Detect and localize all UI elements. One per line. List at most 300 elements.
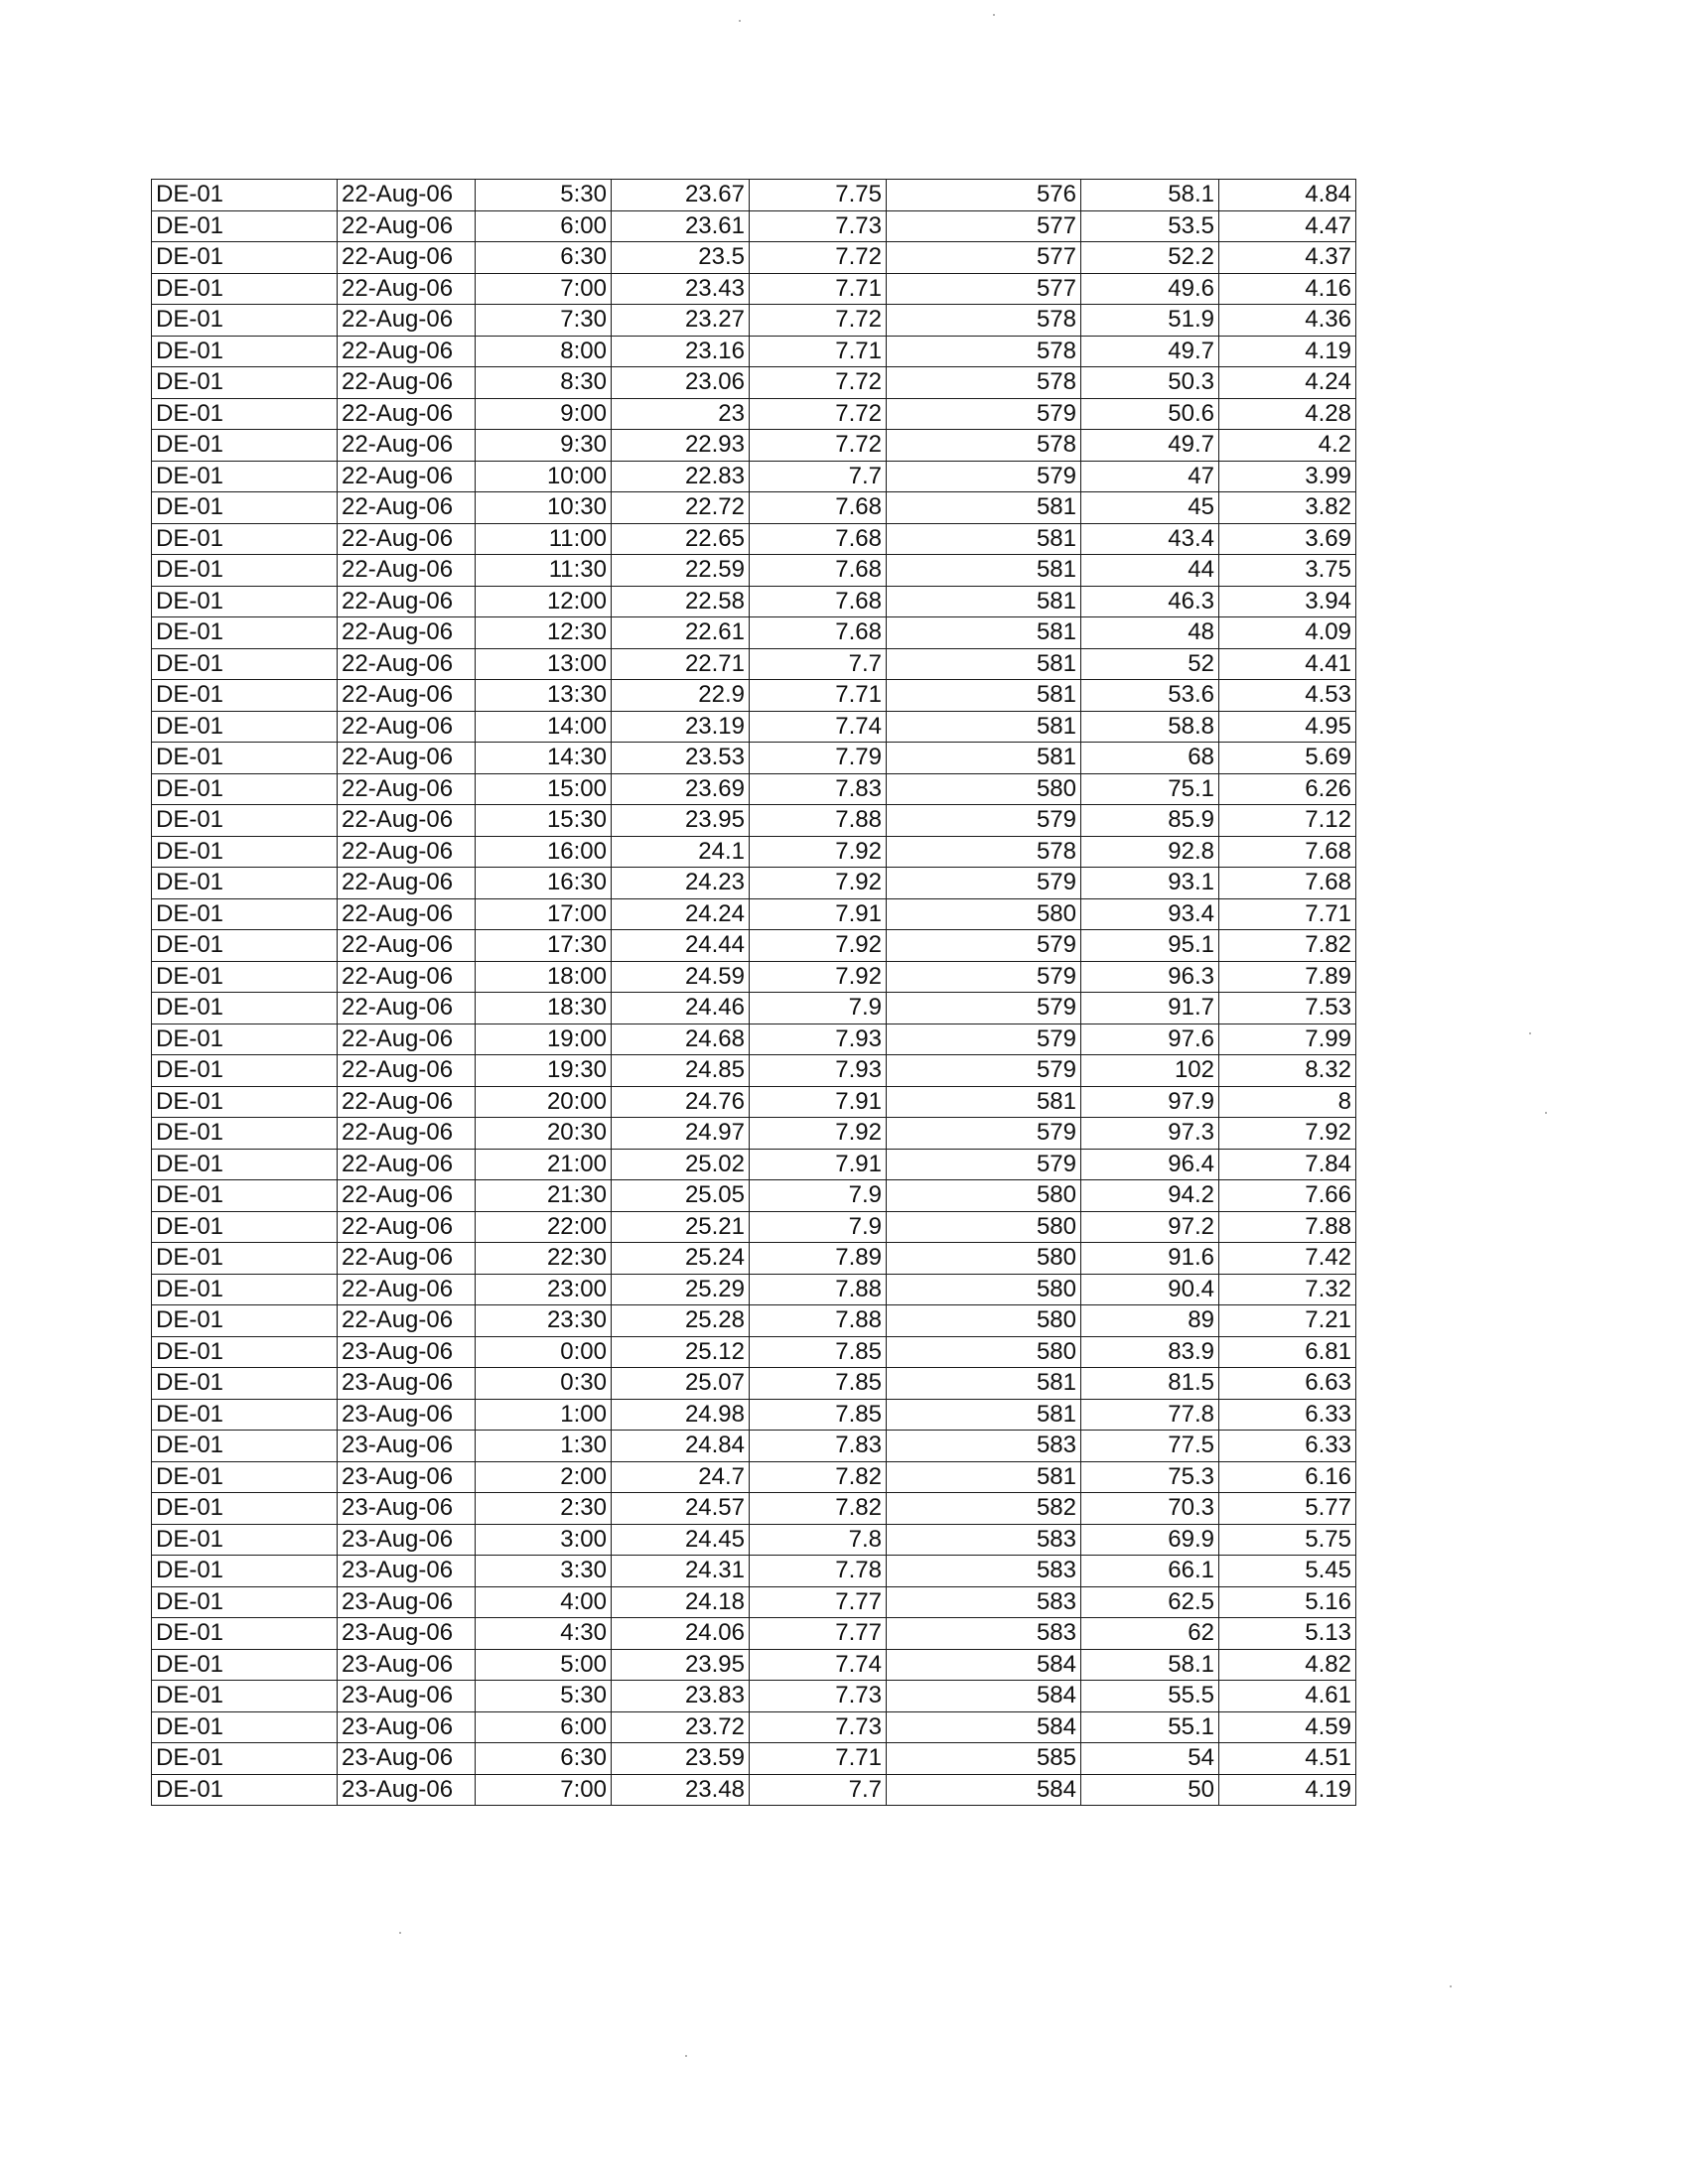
table-cell: 48 bbox=[1081, 617, 1219, 649]
table-cell: 585 bbox=[887, 1743, 1081, 1775]
table-cell: DE-01 bbox=[152, 1180, 338, 1212]
table-cell: 97.2 bbox=[1081, 1211, 1219, 1243]
table-cell: 579 bbox=[887, 1118, 1081, 1150]
table-cell: 7.91 bbox=[750, 1149, 887, 1180]
table-cell: 23-Aug-06 bbox=[338, 1618, 476, 1650]
table-cell: 4.53 bbox=[1219, 680, 1356, 712]
scan-speck bbox=[739, 20, 741, 22]
table-cell: 7.85 bbox=[750, 1399, 887, 1431]
table-cell: 15:00 bbox=[476, 773, 612, 805]
table-cell: 77.8 bbox=[1081, 1399, 1219, 1431]
table-cell: 22-Aug-06 bbox=[338, 336, 476, 367]
table-cell: DE-01 bbox=[152, 898, 338, 930]
table-cell: DE-01 bbox=[152, 1743, 338, 1775]
table-cell: 22-Aug-06 bbox=[338, 1055, 476, 1087]
table-cell: 4.19 bbox=[1219, 1774, 1356, 1806]
table-cell: 583 bbox=[887, 1618, 1081, 1650]
table-cell: 4.51 bbox=[1219, 1743, 1356, 1775]
table-cell: 6:30 bbox=[476, 1743, 612, 1775]
table-row bbox=[152, 305, 1356, 337]
scan-speck bbox=[1545, 1112, 1547, 1114]
table-cell: 24.23 bbox=[612, 868, 750, 899]
table-cell: 7.71 bbox=[750, 273, 887, 305]
table-cell: 580 bbox=[887, 773, 1081, 805]
table-cell: 7.92 bbox=[750, 836, 887, 868]
table-row bbox=[152, 1399, 1356, 1431]
table-cell: 46.3 bbox=[1081, 586, 1219, 617]
table-cell: 22.93 bbox=[612, 430, 750, 462]
table-row bbox=[152, 1461, 1356, 1493]
table-cell: 580 bbox=[887, 1243, 1081, 1275]
table-row bbox=[152, 1681, 1356, 1712]
table-cell: 18:00 bbox=[476, 961, 612, 993]
table-cell: 7.82 bbox=[750, 1493, 887, 1525]
table-cell: 581 bbox=[887, 586, 1081, 617]
table-cell: 23.27 bbox=[612, 305, 750, 337]
table-cell: 7.73 bbox=[750, 1711, 887, 1743]
table-cell: DE-01 bbox=[152, 1586, 338, 1618]
table-cell: 577 bbox=[887, 242, 1081, 274]
scan-speck bbox=[993, 14, 995, 16]
table-cell: 22.83 bbox=[612, 461, 750, 492]
table-cell: 69.9 bbox=[1081, 1524, 1219, 1556]
table-cell: 24.18 bbox=[612, 1586, 750, 1618]
table-cell: 7.89 bbox=[1219, 961, 1356, 993]
table-cell: DE-01 bbox=[152, 1493, 338, 1525]
table-cell: 6:00 bbox=[476, 210, 612, 242]
table-cell: 22-Aug-06 bbox=[338, 367, 476, 399]
table-cell: 0:00 bbox=[476, 1336, 612, 1368]
table-cell: 10:00 bbox=[476, 461, 612, 492]
table-cell: 22-Aug-06 bbox=[338, 1305, 476, 1337]
table-cell: 24.76 bbox=[612, 1086, 750, 1118]
table-cell: 68 bbox=[1081, 743, 1219, 774]
table-cell: 4.47 bbox=[1219, 210, 1356, 242]
table-cell: DE-01 bbox=[152, 648, 338, 680]
table-cell: 50.6 bbox=[1081, 398, 1219, 430]
table-cell: 7.93 bbox=[750, 1024, 887, 1055]
table-cell: 4.82 bbox=[1219, 1649, 1356, 1681]
table-cell: 52 bbox=[1081, 648, 1219, 680]
table-cell: 8 bbox=[1219, 1086, 1356, 1118]
table-cell: 23:00 bbox=[476, 1274, 612, 1305]
table-cell: 15:30 bbox=[476, 805, 612, 837]
table-cell: 7.85 bbox=[750, 1368, 887, 1400]
table-cell: 24.68 bbox=[612, 1024, 750, 1055]
table-cell: 579 bbox=[887, 805, 1081, 837]
table-cell: DE-01 bbox=[152, 1055, 338, 1087]
table-cell: 581 bbox=[887, 648, 1081, 680]
table-cell: 7.99 bbox=[1219, 1024, 1356, 1055]
table-row bbox=[152, 1086, 1356, 1118]
table-cell: 581 bbox=[887, 555, 1081, 587]
table-cell: 22-Aug-06 bbox=[338, 180, 476, 211]
table-cell: 81.5 bbox=[1081, 1368, 1219, 1400]
table-cell: 7.53 bbox=[1219, 993, 1356, 1024]
table-cell: DE-01 bbox=[152, 242, 338, 274]
table-cell: 22-Aug-06 bbox=[338, 523, 476, 555]
table-cell: 12:00 bbox=[476, 586, 612, 617]
table-cell: 579 bbox=[887, 461, 1081, 492]
table-cell: 7.88 bbox=[1219, 1211, 1356, 1243]
table-cell: 22-Aug-06 bbox=[338, 305, 476, 337]
table-cell: 7.42 bbox=[1219, 1243, 1356, 1275]
table-cell: 91.6 bbox=[1081, 1243, 1219, 1275]
table-cell: 21:00 bbox=[476, 1149, 612, 1180]
table-cell: 24.46 bbox=[612, 993, 750, 1024]
table-cell: 23.5 bbox=[612, 242, 750, 274]
table-cell: DE-01 bbox=[152, 430, 338, 462]
table-cell: DE-01 bbox=[152, 1211, 338, 1243]
table-cell: 3.82 bbox=[1219, 492, 1356, 524]
table-cell: 3:30 bbox=[476, 1556, 612, 1587]
table-cell: 24.1 bbox=[612, 836, 750, 868]
table-cell: 7.68 bbox=[750, 555, 887, 587]
table-cell: 7:00 bbox=[476, 1774, 612, 1806]
table-cell: DE-01 bbox=[152, 555, 338, 587]
table-cell: 7.85 bbox=[750, 1336, 887, 1368]
table-cell: 578 bbox=[887, 367, 1081, 399]
table-cell: 22.59 bbox=[612, 555, 750, 587]
table-cell: 47 bbox=[1081, 461, 1219, 492]
table-cell: DE-01 bbox=[152, 586, 338, 617]
table-cell: 578 bbox=[887, 305, 1081, 337]
table-cell: 24.98 bbox=[612, 1399, 750, 1431]
table-cell: 22-Aug-06 bbox=[338, 1024, 476, 1055]
table-cell: 4.61 bbox=[1219, 1681, 1356, 1712]
table-cell: 7.68 bbox=[1219, 868, 1356, 899]
table-cell: 24.31 bbox=[612, 1556, 750, 1587]
table-cell: 25.02 bbox=[612, 1149, 750, 1180]
table-cell: 4.59 bbox=[1219, 1711, 1356, 1743]
table-cell: 95.1 bbox=[1081, 930, 1219, 962]
table-cell: 22-Aug-06 bbox=[338, 836, 476, 868]
table-cell: DE-01 bbox=[152, 711, 338, 743]
table-row bbox=[152, 1649, 1356, 1681]
table-cell: 49.6 bbox=[1081, 273, 1219, 305]
table-cell: 1:00 bbox=[476, 1399, 612, 1431]
table-row bbox=[152, 1055, 1356, 1087]
table-cell: 581 bbox=[887, 492, 1081, 524]
table-row bbox=[152, 1274, 1356, 1305]
table-cell: 7.74 bbox=[750, 711, 887, 743]
table-cell: DE-01 bbox=[152, 1086, 338, 1118]
table-cell: 23-Aug-06 bbox=[338, 1774, 476, 1806]
table-cell: 581 bbox=[887, 617, 1081, 649]
table-cell: 22-Aug-06 bbox=[338, 492, 476, 524]
table-row bbox=[152, 743, 1356, 774]
table-cell: 580 bbox=[887, 1274, 1081, 1305]
table-row bbox=[152, 1743, 1356, 1775]
table-cell: 22-Aug-06 bbox=[338, 961, 476, 993]
table-cell: 583 bbox=[887, 1431, 1081, 1462]
table-cell: DE-01 bbox=[152, 961, 338, 993]
table-cell: 7.21 bbox=[1219, 1305, 1356, 1337]
table-cell: 23:30 bbox=[476, 1305, 612, 1337]
table-cell: 96.3 bbox=[1081, 961, 1219, 993]
table-cell: 9:00 bbox=[476, 398, 612, 430]
table-cell: 23-Aug-06 bbox=[338, 1524, 476, 1556]
table-cell: 1:30 bbox=[476, 1431, 612, 1462]
table-row bbox=[152, 1024, 1356, 1055]
table-cell: 4.84 bbox=[1219, 180, 1356, 211]
table-cell: 22-Aug-06 bbox=[338, 930, 476, 962]
table-cell: 22:00 bbox=[476, 1211, 612, 1243]
table-cell: 22.71 bbox=[612, 648, 750, 680]
table-cell: 4.2 bbox=[1219, 430, 1356, 462]
table-cell: 7.92 bbox=[750, 930, 887, 962]
table-cell: DE-01 bbox=[152, 1461, 338, 1493]
table-row bbox=[152, 1180, 1356, 1212]
table-cell: DE-01 bbox=[152, 1399, 338, 1431]
table-cell: 7.77 bbox=[750, 1618, 887, 1650]
table-cell: 96.4 bbox=[1081, 1149, 1219, 1180]
table-cell: 25.05 bbox=[612, 1180, 750, 1212]
table-cell: 583 bbox=[887, 1556, 1081, 1587]
table-cell: 24.85 bbox=[612, 1055, 750, 1087]
table-cell: 7.68 bbox=[750, 492, 887, 524]
table-cell: DE-01 bbox=[152, 1524, 338, 1556]
table-cell: 580 bbox=[887, 1305, 1081, 1337]
table-cell: DE-01 bbox=[152, 868, 338, 899]
table-cell: 22-Aug-06 bbox=[338, 1086, 476, 1118]
table-cell: 8.32 bbox=[1219, 1055, 1356, 1087]
table-cell: 22-Aug-06 bbox=[338, 586, 476, 617]
table-row bbox=[152, 1774, 1356, 1806]
table-cell: 45 bbox=[1081, 492, 1219, 524]
table-cell: 7.32 bbox=[1219, 1274, 1356, 1305]
table-row bbox=[152, 1586, 1356, 1618]
table-cell: 581 bbox=[887, 1461, 1081, 1493]
table-cell: 7.9 bbox=[750, 993, 887, 1024]
table-cell: 582 bbox=[887, 1493, 1081, 1525]
table-cell: 577 bbox=[887, 273, 1081, 305]
table-cell: 24.24 bbox=[612, 898, 750, 930]
table-cell: 578 bbox=[887, 336, 1081, 367]
table-cell: 581 bbox=[887, 711, 1081, 743]
table-row bbox=[152, 711, 1356, 743]
table-cell: 53.5 bbox=[1081, 210, 1219, 242]
table-cell: 5.77 bbox=[1219, 1493, 1356, 1525]
table-cell: 23.59 bbox=[612, 1743, 750, 1775]
table-cell: 22-Aug-06 bbox=[338, 617, 476, 649]
table-cell: 22-Aug-06 bbox=[338, 648, 476, 680]
table-cell: 58.1 bbox=[1081, 1649, 1219, 1681]
table-cell: 18:30 bbox=[476, 993, 612, 1024]
table-cell: DE-01 bbox=[152, 1618, 338, 1650]
table-cell: 6.81 bbox=[1219, 1336, 1356, 1368]
table-cell: 24.57 bbox=[612, 1493, 750, 1525]
table-cell: DE-01 bbox=[152, 210, 338, 242]
table-cell: DE-01 bbox=[152, 461, 338, 492]
table-cell: 24.7 bbox=[612, 1461, 750, 1493]
table-cell: DE-01 bbox=[152, 930, 338, 962]
table-cell: 7.88 bbox=[750, 805, 887, 837]
table-cell: 55.1 bbox=[1081, 1711, 1219, 1743]
table-cell: 22-Aug-06 bbox=[338, 242, 476, 274]
table-cell: 7.88 bbox=[750, 1305, 887, 1337]
table-cell: 5.45 bbox=[1219, 1556, 1356, 1587]
table-cell: 7:00 bbox=[476, 273, 612, 305]
table-cell: 7.72 bbox=[750, 367, 887, 399]
table-cell: 6:00 bbox=[476, 1711, 612, 1743]
table-cell: 576 bbox=[887, 180, 1081, 211]
table-cell: 20:00 bbox=[476, 1086, 612, 1118]
table-cell: 2:00 bbox=[476, 1461, 612, 1493]
table-cell: 584 bbox=[887, 1774, 1081, 1806]
table-cell: 22-Aug-06 bbox=[338, 273, 476, 305]
table-cell: DE-01 bbox=[152, 492, 338, 524]
table-cell: 7.72 bbox=[750, 305, 887, 337]
table-cell: 19:30 bbox=[476, 1055, 612, 1087]
table-cell: 3.99 bbox=[1219, 461, 1356, 492]
table-cell: DE-01 bbox=[152, 805, 338, 837]
table-cell: 22:30 bbox=[476, 1243, 612, 1275]
scan-speck bbox=[1450, 1985, 1452, 1987]
table-cell: 7.72 bbox=[750, 242, 887, 274]
table-cell: 49.7 bbox=[1081, 336, 1219, 367]
table-cell: 83.9 bbox=[1081, 1336, 1219, 1368]
table-row bbox=[152, 242, 1356, 274]
table-cell: DE-01 bbox=[152, 1556, 338, 1587]
table-cell: 4:00 bbox=[476, 1586, 612, 1618]
table-cell: 62 bbox=[1081, 1618, 1219, 1650]
table-cell: 54 bbox=[1081, 1743, 1219, 1775]
table-cell: 7.89 bbox=[750, 1243, 887, 1275]
table-cell: 7.7 bbox=[750, 1774, 887, 1806]
table-cell: 23 bbox=[612, 398, 750, 430]
table-cell: 11:00 bbox=[476, 523, 612, 555]
table-row bbox=[152, 461, 1356, 492]
table-cell: 22-Aug-06 bbox=[338, 711, 476, 743]
table-cell: 23.53 bbox=[612, 743, 750, 774]
table-cell: 23.72 bbox=[612, 1711, 750, 1743]
table-cell: 7.68 bbox=[750, 586, 887, 617]
table-cell: 55.5 bbox=[1081, 1681, 1219, 1712]
table-cell: 7.71 bbox=[1219, 898, 1356, 930]
table-cell: 7.71 bbox=[750, 680, 887, 712]
table-cell: 25.12 bbox=[612, 1336, 750, 1368]
table-cell: DE-01 bbox=[152, 743, 338, 774]
table-cell: DE-01 bbox=[152, 1024, 338, 1055]
table-cell: DE-01 bbox=[152, 1336, 338, 1368]
table-cell: 93.1 bbox=[1081, 868, 1219, 899]
table-cell: DE-01 bbox=[152, 1774, 338, 1806]
table-cell: DE-01 bbox=[152, 1649, 338, 1681]
table-cell: 23-Aug-06 bbox=[338, 1743, 476, 1775]
table-row bbox=[152, 1431, 1356, 1462]
table-cell: 10:30 bbox=[476, 492, 612, 524]
table-cell: 22-Aug-06 bbox=[338, 555, 476, 587]
table-cell: DE-01 bbox=[152, 617, 338, 649]
table-cell: 24.44 bbox=[612, 930, 750, 962]
table-cell: 579 bbox=[887, 868, 1081, 899]
table-row bbox=[152, 1336, 1356, 1368]
table-cell: 24.97 bbox=[612, 1118, 750, 1150]
table-cell: 7:30 bbox=[476, 305, 612, 337]
table-cell: 22-Aug-06 bbox=[338, 1180, 476, 1212]
table-cell: DE-01 bbox=[152, 1431, 338, 1462]
table-row bbox=[152, 993, 1356, 1024]
table-cell: 16:30 bbox=[476, 868, 612, 899]
table-cell: 53.6 bbox=[1081, 680, 1219, 712]
table-cell: 581 bbox=[887, 1399, 1081, 1431]
table-cell: 23-Aug-06 bbox=[338, 1431, 476, 1462]
table-cell: 4.28 bbox=[1219, 398, 1356, 430]
table-cell: 7.8 bbox=[750, 1524, 887, 1556]
table-cell: DE-01 bbox=[152, 336, 338, 367]
table-cell: 14:00 bbox=[476, 711, 612, 743]
table-cell: 7.72 bbox=[750, 398, 887, 430]
table-cell: 22-Aug-06 bbox=[338, 1149, 476, 1180]
table-cell: 51.9 bbox=[1081, 305, 1219, 337]
table-cell: 7.9 bbox=[750, 1180, 887, 1212]
table-cell: 4.24 bbox=[1219, 367, 1356, 399]
table-cell: 25.07 bbox=[612, 1368, 750, 1400]
table-cell: 23.61 bbox=[612, 210, 750, 242]
table-row bbox=[152, 523, 1356, 555]
table-cell: 23.95 bbox=[612, 1649, 750, 1681]
table-cell: 22-Aug-06 bbox=[338, 430, 476, 462]
table-cell: 7.7 bbox=[750, 461, 887, 492]
table-cell: 22-Aug-06 bbox=[338, 398, 476, 430]
table-cell: 24.06 bbox=[612, 1618, 750, 1650]
table-cell: 22-Aug-06 bbox=[338, 805, 476, 837]
table-cell: 583 bbox=[887, 1524, 1081, 1556]
table-row bbox=[152, 273, 1356, 305]
table-cell: 7.82 bbox=[1219, 930, 1356, 962]
table-cell: 7.78 bbox=[750, 1556, 887, 1587]
table-cell: 22-Aug-06 bbox=[338, 898, 476, 930]
table-cell: 20:30 bbox=[476, 1118, 612, 1150]
table-cell: 579 bbox=[887, 993, 1081, 1024]
table-row bbox=[152, 367, 1356, 399]
table-cell: 44 bbox=[1081, 555, 1219, 587]
table-cell: 7.68 bbox=[750, 617, 887, 649]
table-row bbox=[152, 1149, 1356, 1180]
table-cell: 50.3 bbox=[1081, 367, 1219, 399]
table-row bbox=[152, 555, 1356, 587]
table-cell: 7.72 bbox=[750, 430, 887, 462]
table-cell: 97.3 bbox=[1081, 1118, 1219, 1150]
table-row bbox=[152, 1368, 1356, 1400]
table-row bbox=[152, 930, 1356, 962]
table-row bbox=[152, 180, 1356, 211]
table-cell: 22-Aug-06 bbox=[338, 1243, 476, 1275]
table-cell: 93.4 bbox=[1081, 898, 1219, 930]
table-cell: 24.45 bbox=[612, 1524, 750, 1556]
table-cell: 58.1 bbox=[1081, 180, 1219, 211]
table-cell: 77.5 bbox=[1081, 1431, 1219, 1462]
table-cell: 75.3 bbox=[1081, 1461, 1219, 1493]
table-cell: 5.13 bbox=[1219, 1618, 1356, 1650]
table-cell: 70.3 bbox=[1081, 1493, 1219, 1525]
table-cell: 23-Aug-06 bbox=[338, 1586, 476, 1618]
table-cell: 578 bbox=[887, 430, 1081, 462]
table-cell: DE-01 bbox=[152, 273, 338, 305]
table-cell: 578 bbox=[887, 836, 1081, 868]
table-cell: 22.9 bbox=[612, 680, 750, 712]
table-cell: DE-01 bbox=[152, 993, 338, 1024]
table-cell: 22.58 bbox=[612, 586, 750, 617]
table-row bbox=[152, 617, 1356, 649]
scan-speck bbox=[399, 1932, 401, 1934]
table-cell: 22-Aug-06 bbox=[338, 1118, 476, 1150]
table-cell: 23.83 bbox=[612, 1681, 750, 1712]
table-cell: 8:00 bbox=[476, 336, 612, 367]
table-cell: DE-01 bbox=[152, 1149, 338, 1180]
table-cell: 23-Aug-06 bbox=[338, 1461, 476, 1493]
